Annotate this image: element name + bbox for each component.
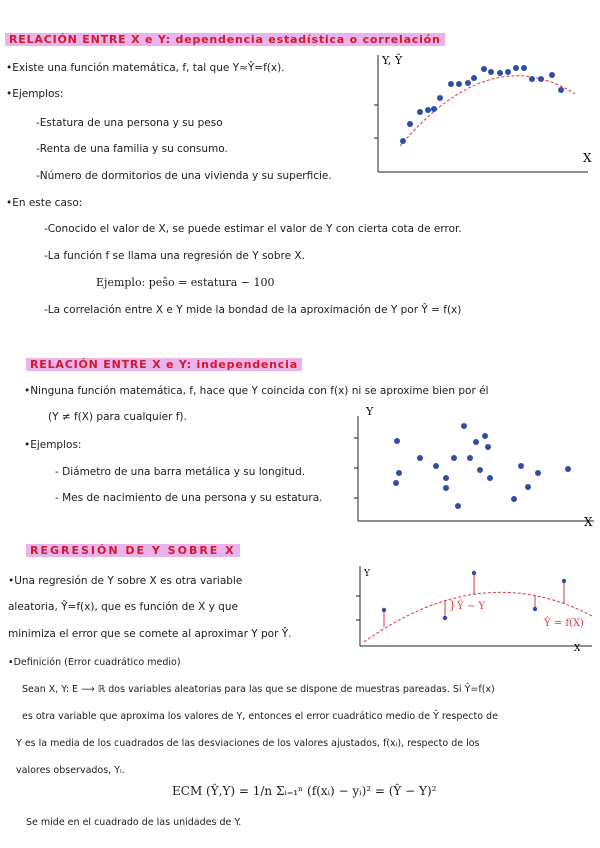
data-point: [417, 109, 423, 115]
data-point: [525, 484, 531, 490]
section1-example-1: -Estatura de una persona y su peso: [36, 117, 223, 129]
section1-case-heading: •En este caso:: [6, 197, 83, 209]
data-point: [456, 81, 462, 87]
section2-intro-line1: •Ninguna función matemática, f, hace que Y coincida con f(x) ni se aproxime bien por él: [24, 385, 489, 397]
section3-intro-line3: minimiza el error que se comete al aproximar Y por Ŷ.: [8, 628, 292, 640]
data-point: [497, 70, 503, 76]
data-point: [481, 66, 487, 72]
data-point: [535, 470, 541, 476]
section2-examples-heading: •Ejemplos:: [24, 439, 82, 451]
data-point: [425, 107, 431, 113]
regression-error-chart: [352, 560, 598, 656]
data-point: [443, 485, 449, 491]
section1-case-item-1: -Conocido el valor de X, se puede estimar el valor de Y con cierta cota de error.: [44, 223, 462, 235]
data-point: [461, 423, 467, 429]
section1-examples-heading: •Ejemplos:: [6, 88, 64, 100]
data-point: [562, 579, 566, 583]
chart3-x-label: X: [574, 644, 581, 654]
data-point: [417, 455, 423, 461]
section2-example-2: - Mes de nacimiento de una persona y su estatura.: [55, 492, 323, 504]
chart2-x-label: X: [584, 515, 593, 529]
section1-example-formula: Ejemplo: peŝo = estatura − 100: [96, 276, 275, 289]
data-point: [473, 439, 479, 445]
independence-chart: [350, 402, 598, 530]
data-point: [396, 470, 402, 476]
residual-brace: }: [449, 599, 456, 612]
data-point: [437, 95, 443, 101]
section2-title: RELACIÓN ENTRE X e Y: independencia: [26, 358, 302, 371]
section3-intro-line2: aleatoria, Ŷ=f(x), que es función de X y que: [8, 601, 238, 613]
residual-label: Ŷ − Y: [457, 601, 485, 612]
data-point: [488, 69, 494, 75]
section3-def-line1: Sean X, Y: E ⟶ ℝ dos variables aleatorias para las que se dispone de muestras pareadas. Si Ŷ=f(x): [22, 684, 495, 695]
data-point: [467, 455, 473, 461]
data-point: [471, 75, 477, 81]
data-point: [487, 475, 493, 481]
data-point: [558, 87, 564, 93]
section3-def-line2: es otra variable que aproxima los valores de Y, entonces el error cuadrático medio de Ŷ respecto de: [22, 711, 498, 722]
data-point: [549, 72, 555, 78]
section1-intro: •Existe una función matemática, f, tal que Y≈Ŷ=f(x).: [6, 62, 285, 74]
section1-example-2: -Renta de una familia y su consumo.: [36, 143, 228, 155]
data-point: [538, 76, 544, 82]
data-point: [382, 608, 386, 612]
section3-intro-line1: •Una regresión de Y sobre X es otra variable: [8, 575, 243, 587]
data-point: [513, 65, 519, 71]
data-point: [465, 80, 471, 86]
data-point: [482, 433, 488, 439]
section3-title: REGRESIÓN DE Y SOBRE X: [26, 544, 240, 557]
chart1-x-label: X: [583, 151, 592, 165]
section3-closing: Se mide en el cuadrado de las unidades de Y.: [26, 817, 242, 828]
curve-label: Ŷ = f(X): [544, 618, 584, 629]
section1-case-item-2: -La función f se llama una regresión de Y sobre X.: [44, 250, 305, 262]
chart2-y-label: Y: [366, 405, 374, 418]
correlation-chart: [360, 50, 598, 182]
data-point: [518, 463, 524, 469]
data-point: [455, 503, 461, 509]
ecm-formula: ECM (Ŷ,Y) = 1/n Σᵢ₌₁ⁿ (f(xᵢ) − yᵢ)² = (Ŷ − Y)²: [172, 784, 437, 798]
data-point: [443, 475, 449, 481]
data-point: [565, 466, 571, 472]
data-point: [511, 496, 517, 502]
section1-title: RELACIÓN ENTRE X e Y: dependencia estadística o correlación: [5, 33, 445, 46]
data-point: [533, 607, 537, 611]
data-point: [521, 65, 527, 71]
section1-example-3: -Número de dormitorios de una vivienda y su superficie.: [36, 170, 332, 182]
data-point: [477, 467, 483, 473]
data-point: [451, 455, 457, 461]
chart3-y-label: Y: [364, 569, 370, 579]
section3-def-heading: •Definición (Error cuadrático medio): [8, 657, 181, 668]
data-point: [433, 463, 439, 469]
data-point: [472, 571, 476, 575]
data-point: [393, 480, 399, 486]
data-point: [448, 81, 454, 87]
data-point: [443, 616, 447, 620]
data-point: [431, 106, 437, 112]
data-point: [400, 138, 406, 144]
section2-example-1: - Diámetro de una barra metálica y su longitud.: [55, 466, 306, 478]
section3-def-line4: valores observados, Yᵢ.: [16, 765, 125, 776]
section2-intro-line2: (Y ≠ f(X) para cualquier f).: [48, 411, 187, 423]
data-point: [529, 76, 535, 82]
data-point: [407, 121, 413, 127]
section3-def-line3: Y es la media de los cuadrados de las desviaciones de los valores ajustados, f(xᵢ), respecto de los: [16, 738, 480, 749]
chart1-y-label: Y, Ŷ: [382, 54, 403, 67]
data-point: [505, 69, 511, 75]
data-point: [485, 444, 491, 450]
data-point: [394, 438, 400, 444]
section1-case-item-3: -La correlación entre X e Y mide la bondad de la aproximación de Y por Ŷ = f(x): [44, 304, 462, 316]
